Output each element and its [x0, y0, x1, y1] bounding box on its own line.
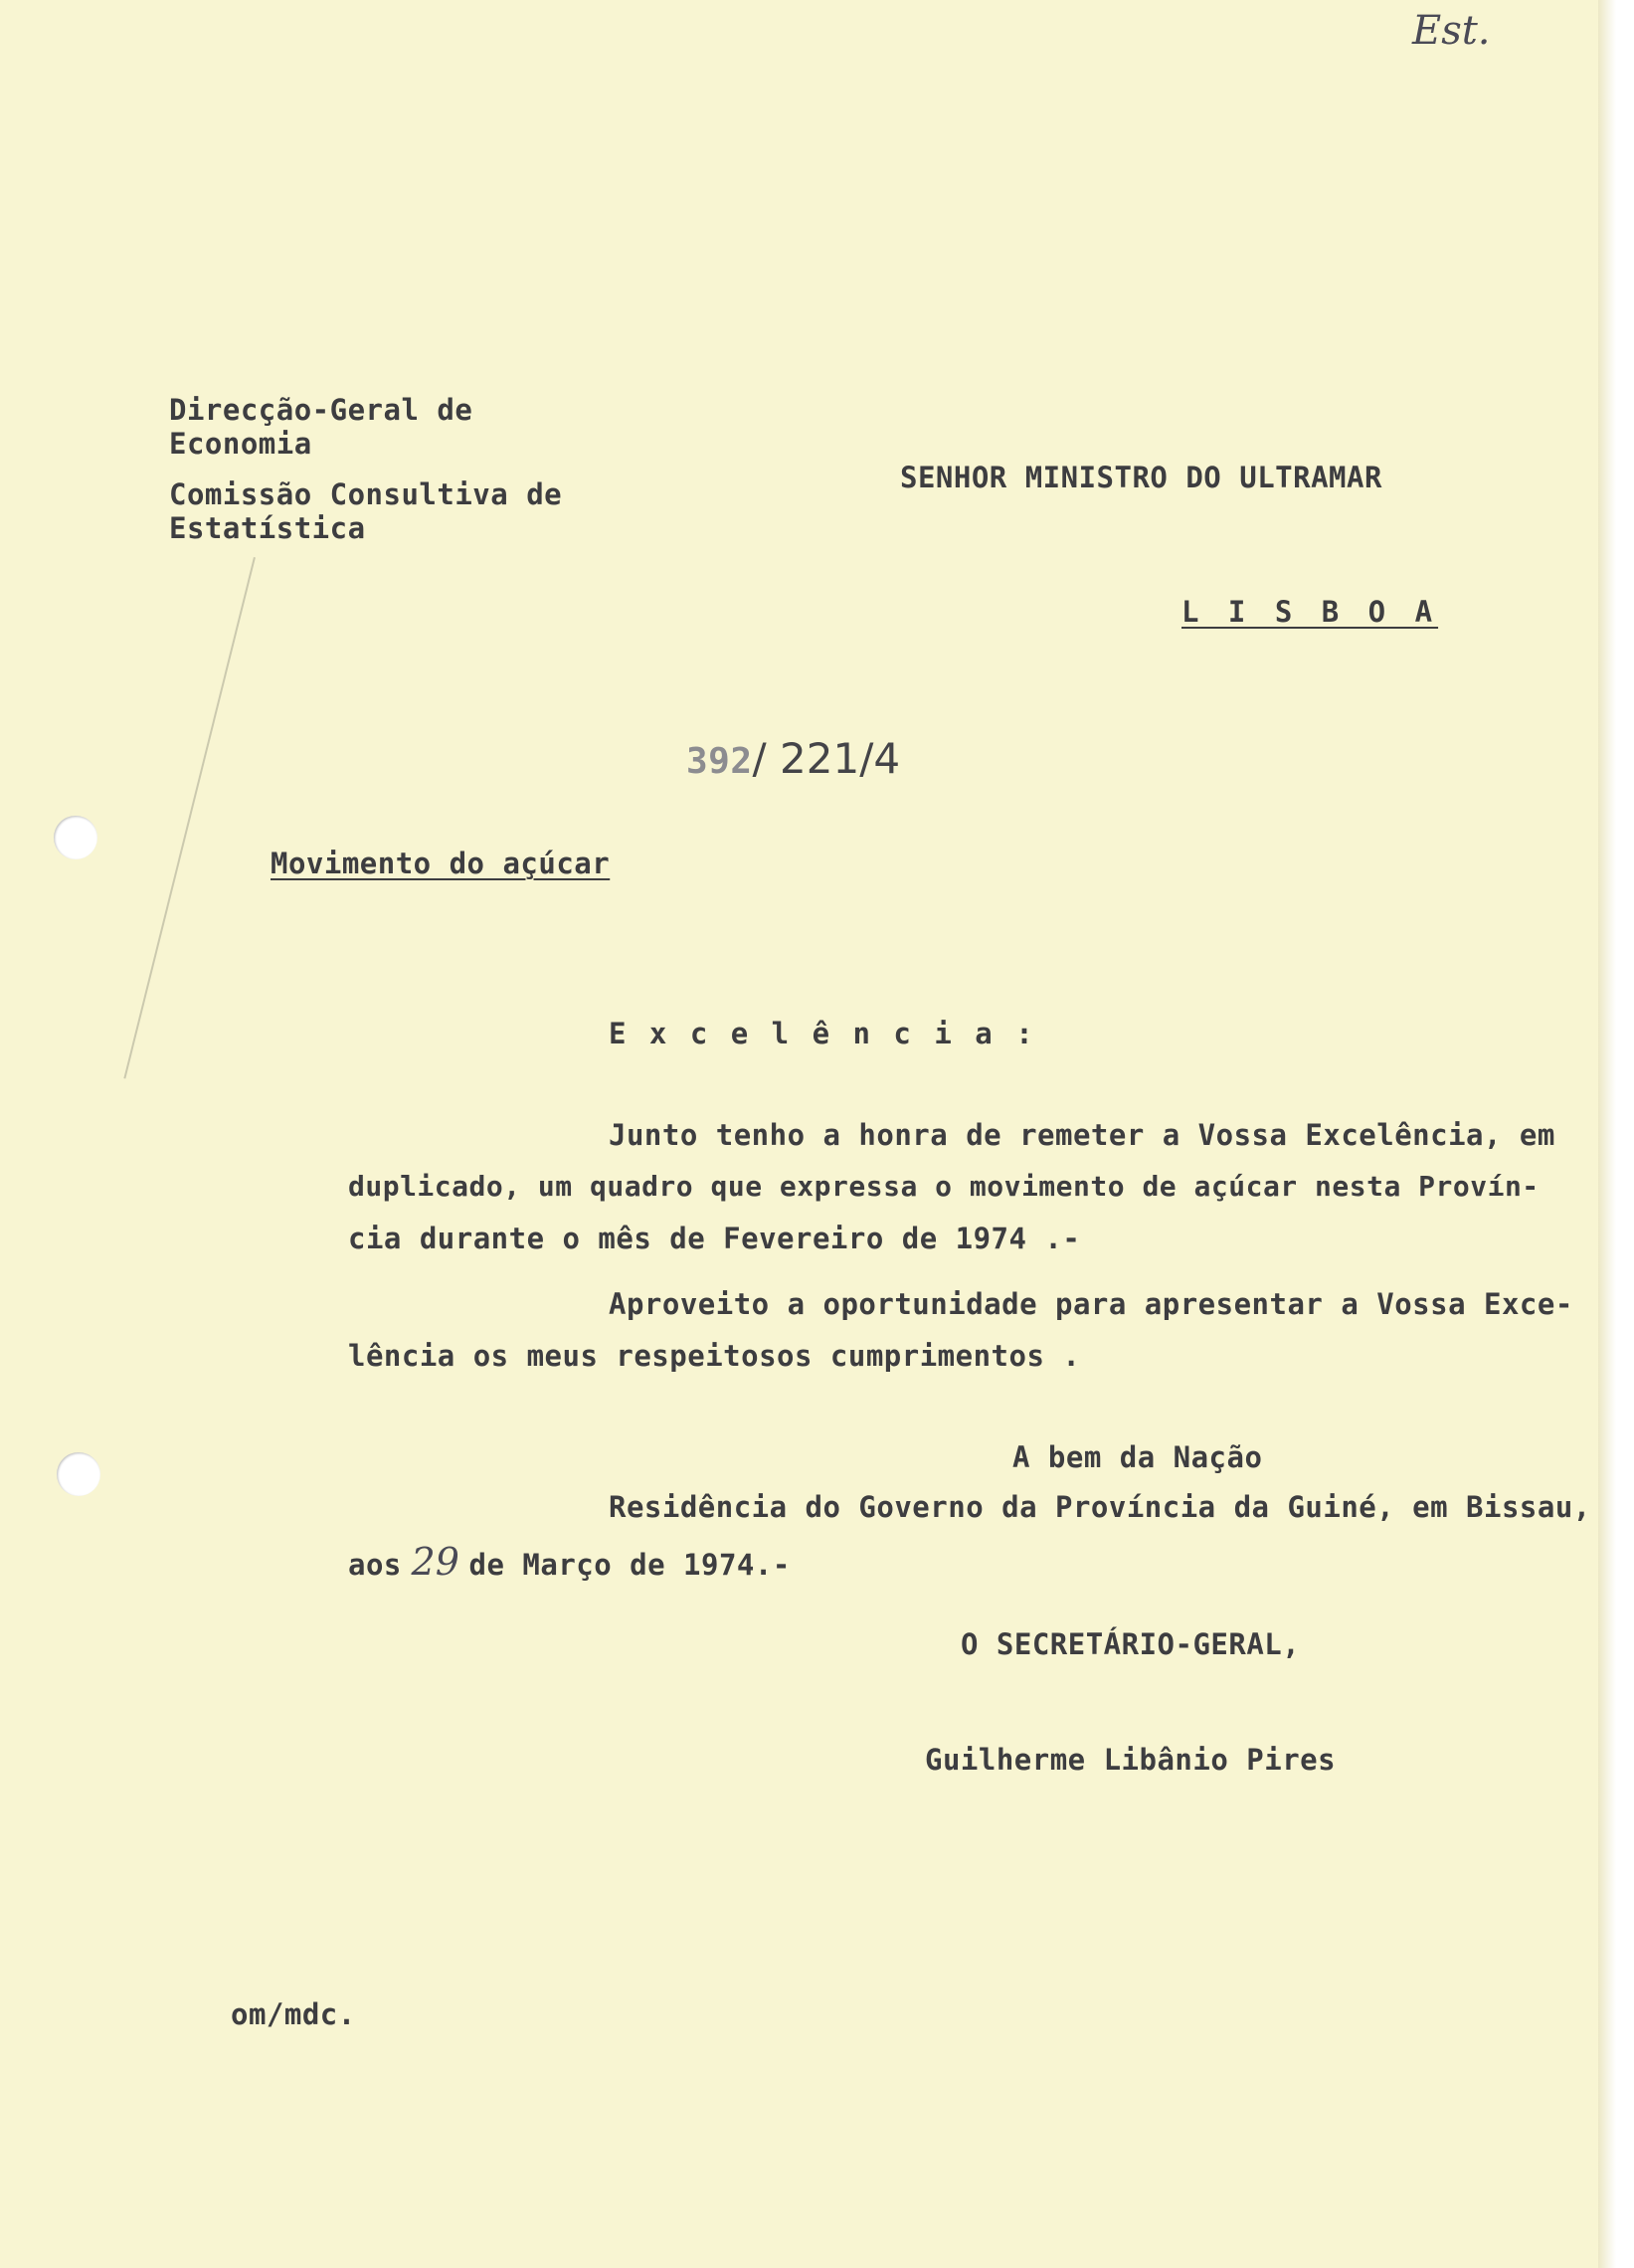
- date-prefix: aos: [348, 1548, 402, 1582]
- sender-line-4: Estatística: [169, 511, 366, 545]
- body-p1-line2: duplicado, um quadro que expressa o movimento de açúcar nesta Provín-: [348, 1170, 1540, 1203]
- body-p1-line3: cia durante o mês de Fevereiro de 1974 .-: [348, 1222, 1081, 1255]
- punch-hole-top: [54, 816, 97, 859]
- pencil-mark: [123, 557, 256, 1078]
- salutation: E x c e l ê n c i a :: [609, 1017, 1036, 1050]
- subject-line: Movimento do açúcar: [271, 847, 611, 880]
- body-p1-line1: Junto tenho a honra de remeter a Vossa Excelência, em: [609, 1118, 1555, 1152]
- reference-printed: 392: [686, 741, 753, 782]
- reference-handwritten: / 221/4: [752, 734, 901, 783]
- addressee-title: SENHOR MINISTRO DO ULTRAMAR: [900, 461, 1382, 494]
- sender-line-3: Comissão Consultiva de: [169, 477, 563, 511]
- punch-hole-bottom: [57, 1452, 100, 1496]
- signature-name: Guilherme Libânio Pires: [925, 1743, 1337, 1777]
- reference-number: [686, 734, 900, 783]
- page-edge: [1598, 0, 1616, 2268]
- body-p2-line1: Aproveito a oportunidade para apresentar a Vossa Exce-: [609, 1287, 1573, 1321]
- closing-place: Residência do Governo da Província da Guiné, em Bissau,: [609, 1490, 1591, 1524]
- sender-line-2: Economia: [169, 427, 312, 461]
- typist-initials: om/mdc.: [231, 1997, 356, 2031]
- annotation-top: Est.: [1412, 8, 1491, 54]
- body-p2-line2: lência os meus respeitosos cumprimentos .: [348, 1339, 1081, 1373]
- date-suffix: de Março de 1974.-: [468, 1548, 791, 1582]
- closing-date: [348, 1540, 791, 1584]
- date-day-handwritten: 29: [411, 1540, 459, 1584]
- addressee-city: L I S B O A: [1181, 595, 1439, 629]
- sender-line-1: Direcção-Geral de: [169, 393, 473, 427]
- closing-motto: A bem da Nação: [1012, 1440, 1263, 1474]
- signature-role: O SECRETÁRIO-GERAL,: [961, 1627, 1301, 1661]
